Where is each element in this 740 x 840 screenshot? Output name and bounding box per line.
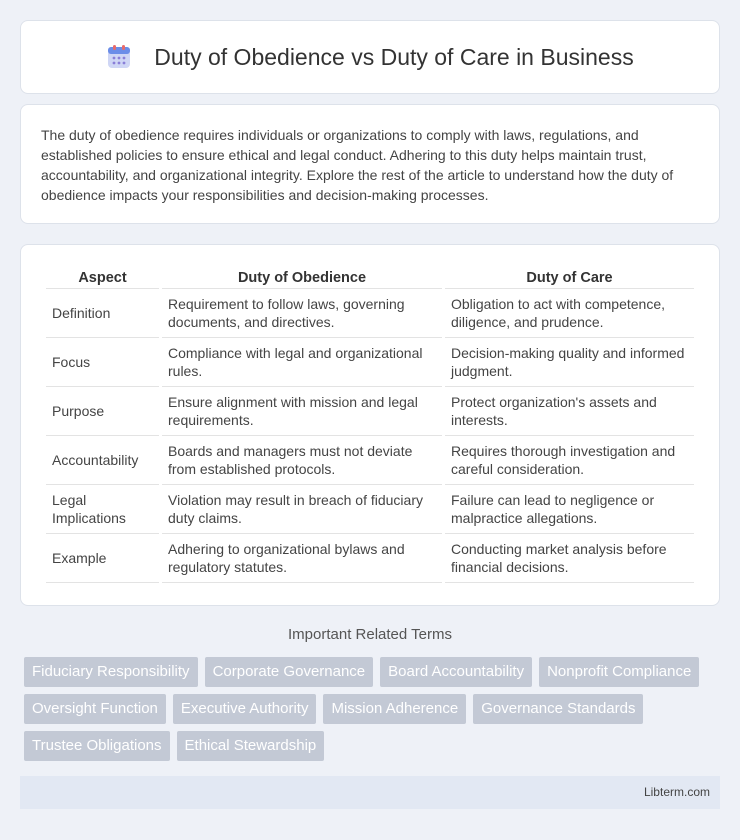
table-cell: Purpose — [46, 387, 159, 436]
related-terms-title: Important Related Terms — [288, 626, 452, 643]
term-tag[interactable]: Oversight Function — [24, 694, 166, 724]
table-cell: Violation may result in breach of fiduciary duty claims. — [162, 485, 442, 534]
table-cell: Example — [46, 534, 159, 583]
table-cell: Conducting market analysis before financial decisions. — [445, 534, 694, 583]
table-row — [46, 289, 694, 338]
column-header-aspect: Aspect — [46, 265, 159, 289]
table-cell: Obligation to act with competence, diligence, and prudence. — [445, 289, 694, 338]
footer-site-link[interactable]: Libterm.com — [643, 785, 710, 799]
calendar-icon — [106, 44, 132, 70]
table-row — [46, 534, 694, 583]
table-cell: Decision-making quality and informed judgment. — [445, 338, 694, 387]
column-header-obedience: Duty of Obedience — [162, 265, 442, 289]
term-tag[interactable]: Nonprofit Compliance — [539, 657, 699, 687]
term-tag[interactable]: Trustee Obligations — [24, 731, 170, 761]
table-row — [46, 338, 694, 387]
table-cell: Legal Implications — [46, 485, 159, 534]
table-cell: Ensure alignment with mission and legal requirements. — [162, 387, 442, 436]
table-cell: Boards and managers must not deviate from established protocols. — [162, 436, 442, 485]
term-tag[interactable]: Board Accountability — [380, 657, 532, 687]
term-tag[interactable]: Fiduciary Responsibility — [24, 657, 198, 687]
table-cell: Requirement to follow laws, governing documents, and directives. — [162, 289, 442, 338]
related-terms-list — [24, 657, 724, 761]
table-cell: Compliance with legal and organizational rules. — [162, 338, 442, 387]
term-tag[interactable]: Ethical Stewardship — [177, 731, 325, 761]
table-cell: Focus — [46, 338, 159, 387]
term-tag[interactable]: Executive Authority — [173, 694, 317, 724]
term-tag[interactable]: Corporate Governance — [205, 657, 374, 687]
table-row — [46, 485, 694, 534]
table-cell: Protect organization's assets and interests. — [445, 387, 694, 436]
table-cell: Requires thorough investigation and careful consideration. — [445, 436, 694, 485]
term-tag[interactable]: Mission Adherence — [323, 694, 466, 724]
intro-card — [20, 104, 720, 224]
table-row — [46, 436, 694, 485]
intro-text: The duty of obedience requires individuals or organizations to comply with laws, regulations, and established policies to ensure ethical and legal conduct. Adhering to this duty helps maintain trust, accountability, and organizational integrity. Explore the rest of the article to understand how the duty of obedience impacts your responsibilities and decision-making processes. — [41, 127, 674, 203]
table-cell: Failure can lead to negligence or malpractice allegations. — [445, 485, 694, 534]
column-header-care: Duty of Care — [445, 265, 694, 289]
table-cell: Adhering to organizational bylaws and regulatory statutes. — [162, 534, 442, 583]
comparison-table-card — [20, 244, 720, 606]
comparison-table — [43, 265, 697, 583]
term-tag[interactable]: Governance Standards — [473, 694, 643, 724]
footer — [20, 776, 720, 809]
table-row — [46, 387, 694, 436]
table-cell: Definition — [46, 289, 159, 338]
page-title: Duty of Obedience vs Duty of Care in Business — [154, 43, 634, 70]
header-card — [20, 20, 720, 94]
table-cell: Accountability — [46, 436, 159, 485]
table-header-row — [46, 265, 694, 289]
